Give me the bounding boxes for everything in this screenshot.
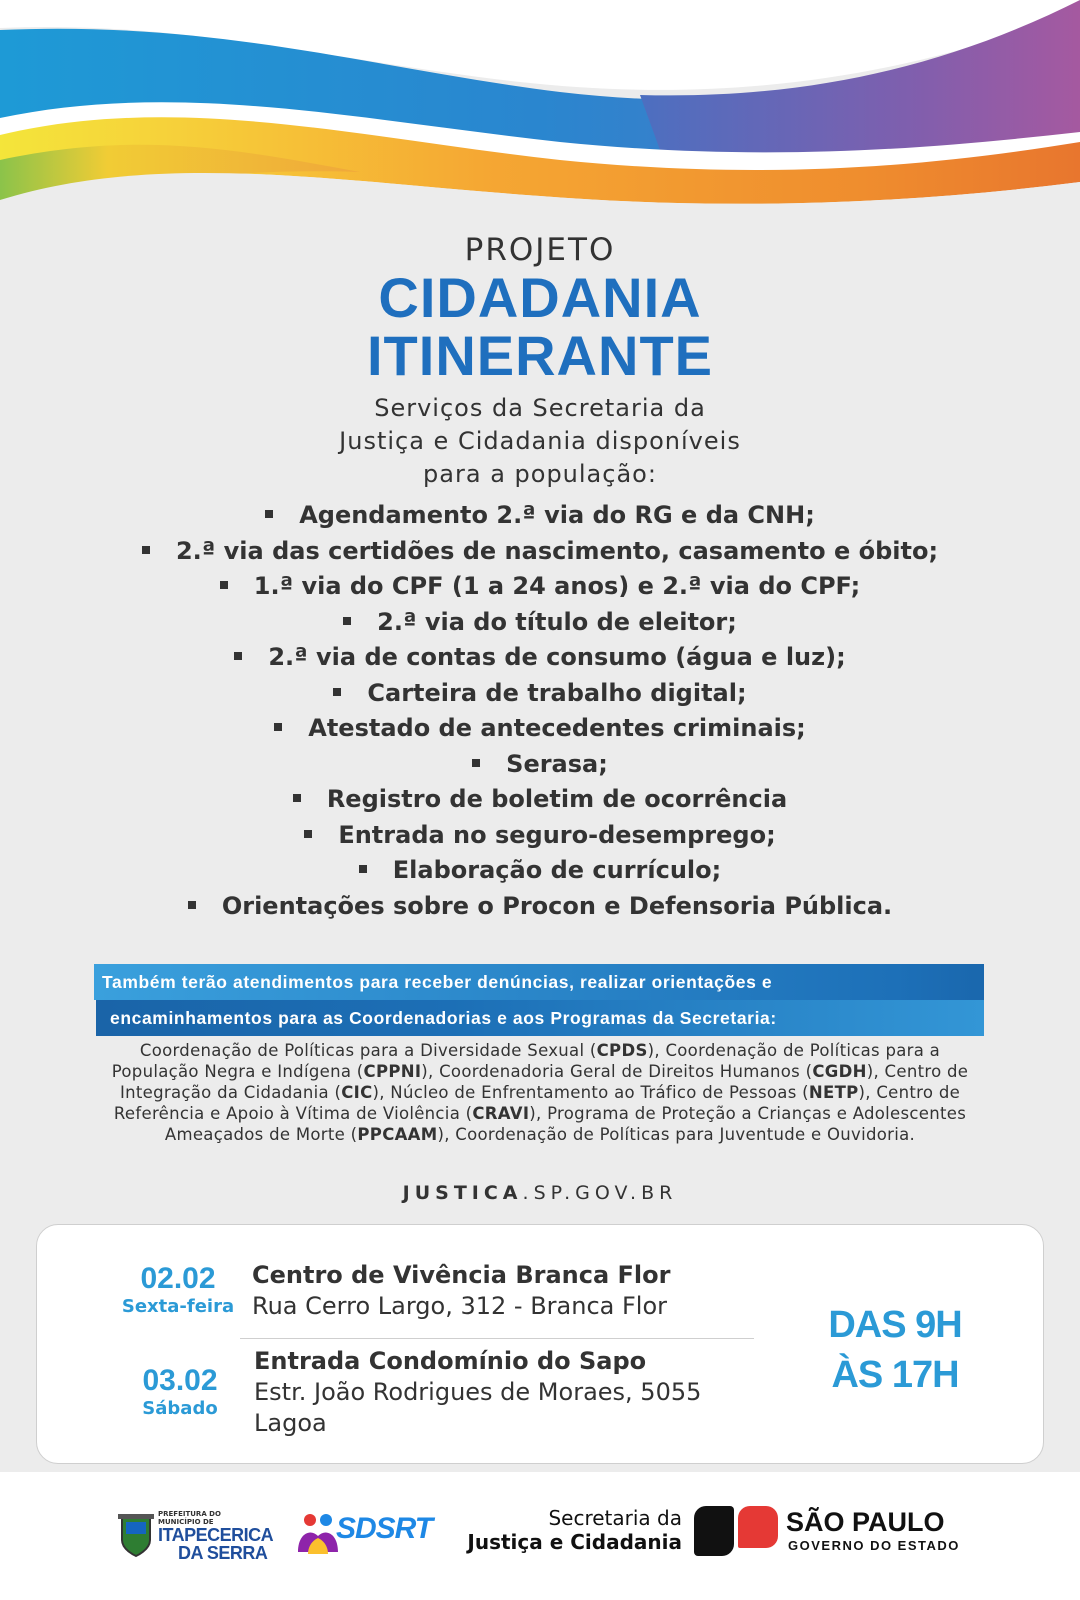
coord-text: ), Coordenadoria Geral de Direitos Humanos ( [421, 1062, 813, 1081]
itapecerica-name: DA SERRA [178, 1543, 268, 1563]
sp-subtitle: GOVERNO DO ESTADO [788, 1538, 960, 1553]
hours-end: ÀS 17H [831, 1354, 959, 1396]
project-kicker: PROJETO [464, 232, 616, 268]
bullet-icon [304, 830, 312, 838]
service-item [0, 676, 1080, 712]
itapecerica-small-text: MUNICÍPIO DE [158, 1518, 214, 1526]
event-date-2 [110, 1364, 250, 1420]
bullet-icon [333, 688, 341, 696]
coord-acronym: CIC [341, 1083, 373, 1102]
info-banner-line2: encaminhamentos para as Coordenadorias e aos Programas da Secretaria: [96, 1000, 984, 1036]
coord-acronym: NETP [808, 1083, 859, 1102]
coord-text: Coordenação de Políticas para a Diversidade Sexual ( [139, 1041, 597, 1060]
services-list [0, 498, 1080, 924]
coord-text: ), Centro de Referência e Apoio à Vítima de Violência ( [113, 1083, 961, 1123]
sp-mark-icon [694, 1506, 782, 1556]
city-crest-icon [118, 1512, 154, 1558]
service-label: 2.ª via de contas de consumo (água e luz); [268, 643, 846, 671]
hours-start: DAS 9H [828, 1304, 962, 1346]
coord-acronym: PPCAAM [357, 1125, 438, 1144]
event-date-1 [108, 1262, 248, 1318]
event-weekday: Sexta-feira [121, 1296, 235, 1317]
info-banner-line1: Também terão atendimentos para receber denúncias, realizar orientações e [94, 964, 984, 1000]
bullet-icon [265, 510, 273, 518]
coord-text: ), Coordenação de Políticas para Juventude e Ouvidoria. [437, 1125, 916, 1144]
event-day: 02.02 [140, 1262, 216, 1295]
coord-text: ), Programa de Proteção a Crianças e Adolescentes Ameaçados de Morte ( [164, 1104, 967, 1144]
itapecerica-name: ITAPECERICA [158, 1525, 274, 1545]
sdsrt-logo [296, 1502, 446, 1566]
service-label: Agendamento 2.ª via do RG e da CNH; [299, 501, 815, 529]
bullet-icon [142, 546, 150, 554]
people-icon [296, 1508, 340, 1560]
secretaria-line1: Secretaria da [548, 1506, 682, 1530]
service-label: Registro de boletim de ocorrência [326, 785, 788, 813]
coord-text: ), Núcleo de Enfrentamento ao Tráfico de Pessoas ( [372, 1083, 809, 1102]
service-label: Serasa; [506, 749, 608, 778]
website-link[interactable] [0, 1182, 1080, 1204]
event-place-2 [254, 1346, 701, 1439]
coord-text: ), Centro de Integração da Cidadania ( [119, 1062, 969, 1102]
sp-name: SÃO PAULO [786, 1507, 945, 1537]
secretaria-logo [452, 1506, 682, 1554]
project-title-line2: ITINERANTE [367, 324, 713, 387]
service-label: Atestado de antecedentes criminais; [308, 714, 806, 742]
services-intro-line: para a população: [423, 460, 657, 488]
service-item [0, 853, 1080, 889]
service-item [0, 747, 1080, 783]
event-weekday: Sábado [142, 1398, 218, 1419]
service-label: Carteira de trabalho digital; [367, 678, 747, 707]
sdsrt-name: SDSRT [336, 1512, 433, 1545]
service-item [0, 569, 1080, 605]
bullet-icon [472, 759, 480, 767]
service-item [0, 711, 1080, 747]
service-item [0, 640, 1080, 676]
service-label: Elaboração de currículo; [392, 856, 722, 884]
coordinations-text [110, 1040, 970, 1145]
bullet-icon [234, 652, 242, 660]
bullet-icon [188, 901, 196, 909]
event-place-1 [252, 1260, 670, 1322]
event-day: 03.02 [142, 1364, 218, 1397]
event-place-name: Entrada Condomínio do Sapo [254, 1347, 647, 1375]
sp-government-logo [694, 1502, 960, 1562]
header-waves [0, 0, 1080, 240]
project-title-line1: CIDADANIA [378, 266, 702, 329]
footer-logos [0, 1472, 1080, 1600]
event-address-district: Lagoa [254, 1409, 327, 1437]
bullet-icon [220, 581, 228, 589]
service-item [0, 534, 1080, 570]
coord-acronym: CPPNI [363, 1062, 422, 1081]
services-intro [0, 392, 1080, 491]
bullet-icon [293, 794, 301, 802]
coord-text: ), Coordenação de Políticas para a População Negra e Indígena ( [111, 1041, 941, 1081]
service-item [0, 782, 1080, 818]
service-label: Entrada no seguro-desemprego; [338, 820, 776, 849]
coord-acronym: CGDH [812, 1062, 867, 1081]
service-label: 2.ª via do título de eleitor; [377, 607, 737, 636]
itapecerica-small-text: PREFEITURA DO [158, 1510, 221, 1518]
service-label: 1.ª via do CPF (1 a 24 anos) e 2.ª via do CPF; [253, 572, 861, 600]
event-address: Estr. João Rodrigues de Moraes, 5055 [254, 1378, 702, 1406]
coord-acronym: CRAVI [472, 1104, 530, 1123]
website-suffix: .SP.GOV.BR [522, 1182, 678, 1204]
coord-acronym: CPDS [596, 1041, 648, 1060]
bullet-icon [359, 865, 367, 873]
services-intro-line: Serviços da Secretaria da [374, 394, 706, 422]
service-item [0, 889, 1080, 925]
bullet-icon [274, 723, 282, 731]
service-label: 2.ª via das certidões de nascimento, casamento e óbito; [175, 536, 939, 565]
service-label: Orientações sobre o Procon e Defensoria Pública. [221, 891, 893, 920]
itapecerica-logo [118, 1508, 288, 1564]
service-item [0, 498, 1080, 534]
event-divider [240, 1338, 754, 1339]
services-intro-line: Justiça e Cidadania disponíveis [339, 427, 741, 455]
bullet-icon [343, 617, 351, 625]
opening-hours [790, 1300, 1000, 1400]
event-address: Rua Cerro Largo, 312 - Branca Flor [252, 1292, 667, 1320]
service-item [0, 818, 1080, 854]
service-item [0, 605, 1080, 641]
secretaria-line2: Justiça e Cidadania [467, 1530, 682, 1554]
website-domain: JUSTICA [402, 1182, 523, 1204]
event-place-name: Centro de Vivência Branca Flor [252, 1261, 671, 1289]
